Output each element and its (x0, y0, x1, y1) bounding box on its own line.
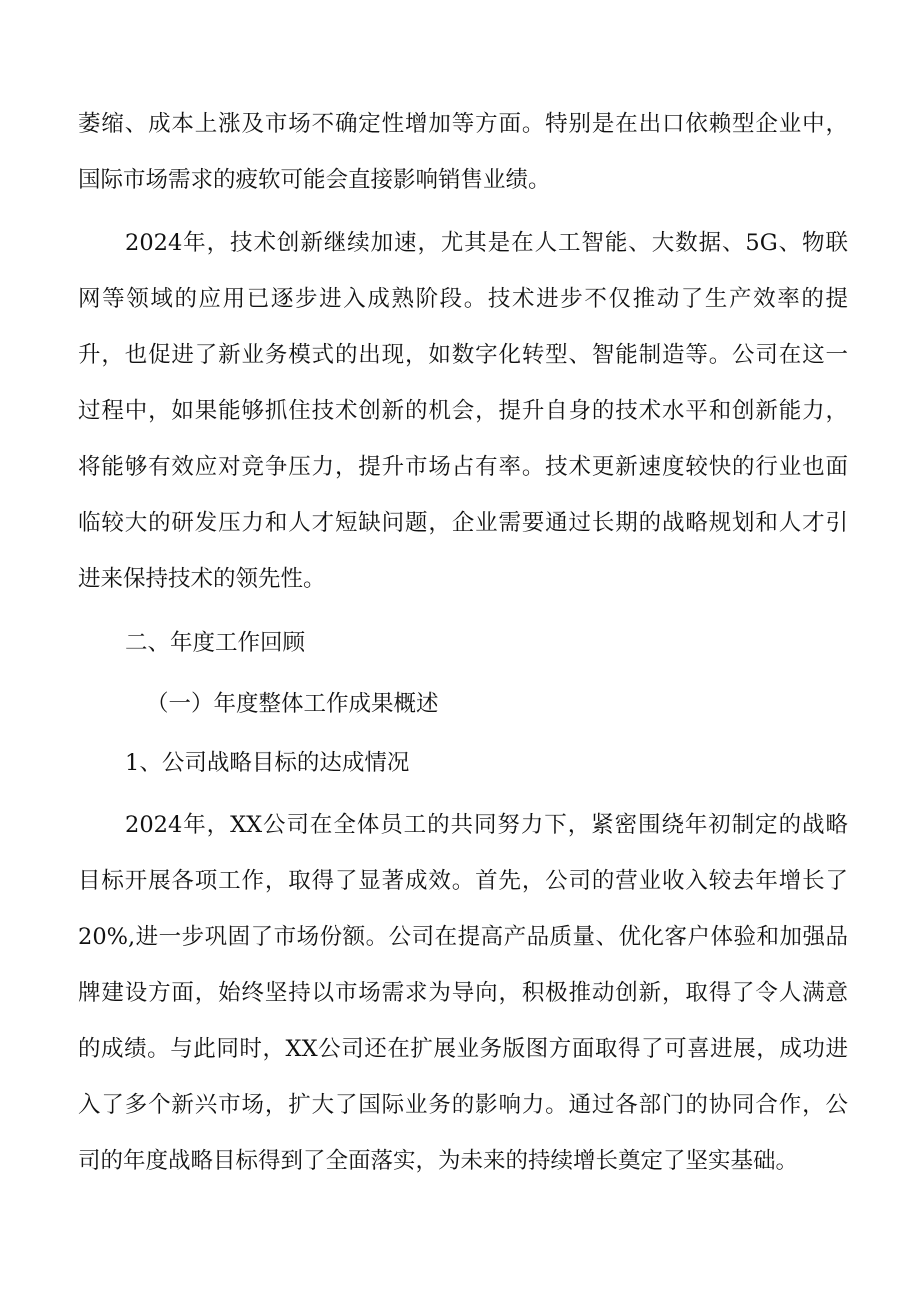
subsection-heading: （一）年度整体工作成果概述 (146, 691, 439, 717)
paragraph-2-line-1: 2024年，技术创新继续加速，尤其是在人工智能、大数据、5G、物联 (125, 230, 848, 256)
paragraph-3-line-2: 目标开展各项工作，取得了显著成效。首先，公司的营业收入较去年增长了 (78, 868, 848, 894)
paragraph-2-line-5: 将能够有效应对竞争压力，提升市场占有率。技术更新速度较快的行业也面 (78, 454, 848, 480)
paragraph-3-line-4: 牌建设方面，始终坚持以市场需求为导向，积极推动创新，取得了令人满意 (78, 980, 848, 1006)
paragraph-2-line-3: 升，也促进了新业务模式的出现，如数字化转型、智能制造等。公司在这一 (78, 342, 848, 368)
section-heading: 二、年度工作回顾 (125, 630, 306, 656)
paragraph-3-line-6: 入了多个新兴市场，扩大了国际业务的影响力。通过各部门的协同合作，公 (78, 1092, 848, 1118)
paragraph-3-line-3: 20%,进一步巩固了市场份额。公司在提高产品质量、优化客户体验和加强品 (78, 924, 848, 950)
paragraph-2-line-4: 过程中，如果能够抓住技术创新的机会，提升自身的技术水平和创新能力， (78, 398, 848, 424)
paragraph-1-line-1: 萎缩、成本上涨及市场不确定性增加等方面。特别是在出口依赖型企业中， (78, 111, 848, 137)
paragraph-1-line-2: 国际市场需求的疲软可能会直接影响销售业绩。 (78, 167, 551, 193)
paragraph-2-line-7: 进来保持技术的领先性。 (78, 566, 326, 592)
item-heading: 1、公司战略目标的达成情况 (125, 750, 410, 776)
paragraph-3-line-1: 2024年，XX公司在全体员工的共同努力下，紧密围绕年初制定的战略 (125, 812, 848, 838)
paragraph-3-line-7: 司的年度战略目标得到了全面落实，为未来的持续增长奠定了坚实基础。 (78, 1148, 799, 1174)
paragraph-2-line-2: 网等领域的应用已逐步进入成熟阶段。技术进步不仅推动了生产效率的提 (78, 286, 848, 312)
paragraph-3-line-5: 的成绩。与此同时，XX公司还在扩展业务版图方面取得了可喜进展，成功进 (78, 1036, 848, 1062)
paragraph-2-line-6: 临较大的研发压力和人才短缺问题，企业需要通过长期的战略规划和人才引 (78, 510, 848, 536)
